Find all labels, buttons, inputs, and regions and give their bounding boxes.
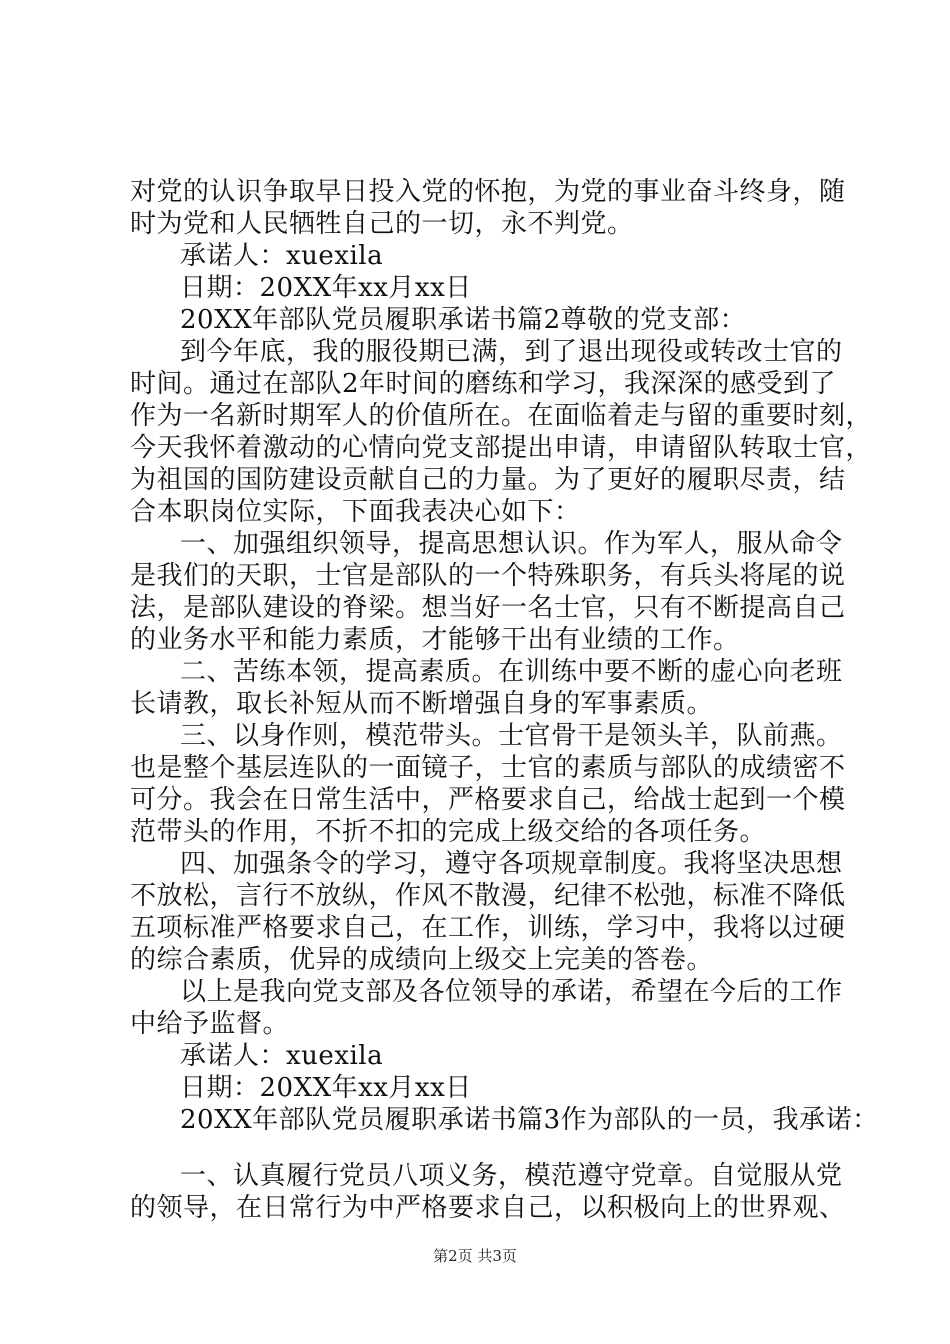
text-line: 也是整个基层连队的一面镜子，士官的素质与部队的成绩密不 <box>130 753 846 783</box>
text-line: 二、苦练本领，提高素质。在训练中要不断的虚心向老班 <box>180 657 843 687</box>
text-line: 中给予监督。 <box>130 1009 290 1039</box>
text-line: 范带头的作用，不折不扣的完成上级交给的各项任务。 <box>130 817 767 847</box>
text-line: 五项标准严格要求自己，在工作，训练，学习中，我将以过硬 <box>130 913 846 943</box>
text-line: 时间。通过在部队2年时间的磨练和学习，我深深的感受到了 <box>130 369 837 399</box>
date-line: 日期：20XX年xx月xx日 <box>180 1073 472 1103</box>
date-line: 日期：20XX年xx月xx日 <box>180 273 472 303</box>
text-line: 合本职岗位实际，下面我表决心如下： <box>130 497 581 527</box>
text-line: 时为党和人民牺牲自己的一切，永不判党。 <box>130 209 634 239</box>
text-line: 长请教，取长补短从而不断增强自身的军事素质。 <box>130 689 714 719</box>
text-line: 作为一名新时期军人的价值所在。在面临着走与留的重要时刻， <box>130 401 873 431</box>
text-line: 的业务水平和能力素质，才能够干出有业绩的工作。 <box>130 625 740 655</box>
text-line: 一、认真履行党员八项义务，模范遵守党章。自觉服从党 <box>180 1161 843 1191</box>
text-line: 不放松，言行不放纵，作风不散漫，纪律不松弛，标准不降低 <box>130 881 846 911</box>
text-line: 为祖国的国防建设贡献自己的力量。为了更好的履职尽责，结 <box>130 465 846 495</box>
text-line: 的领导，在日常行为中严格要求自己，以积极向上的世界观、 <box>130 1193 846 1223</box>
section-heading: 20XX年部队党员履职承诺书篇2尊敬的党支部： <box>180 305 747 335</box>
signatory-line: 承诺人：xuexila <box>180 241 384 271</box>
page-number-footer: 第2页 共3页 <box>433 1247 517 1265</box>
text-line: 是我们的天职，士官是部队的一个特殊职务，有兵头将尾的说 <box>130 561 846 591</box>
text-line: 今天我怀着激动的心情向党支部提出申请，申请留队转取士官， <box>130 433 873 463</box>
signatory-line: 承诺人：xuexila <box>180 1041 384 1071</box>
text-line: 三、以身作则，模范带头。士官骨干是领头羊，队前燕。 <box>180 721 843 751</box>
text-line: 四、加强条令的学习，遵守各项规章制度。我将坚决思想 <box>180 849 843 879</box>
text-line: 到今年底，我的服役期已满，到了退出现役或转改士官的 <box>180 337 843 367</box>
text-line: 以上是我向党支部及各位领导的承诺，希望在今后的工作 <box>180 977 843 1007</box>
section-heading: 20XX年部队党员履职承诺书篇3作为部队的一员，我承诺： <box>180 1105 879 1135</box>
text-line: 对党的认识争取早日投入党的怀抱，为党的事业奋斗终身，随 <box>130 177 846 207</box>
text-line: 的综合素质，优异的成绩向上级交上完美的答卷。 <box>130 945 714 975</box>
text-line: 法，是部队建设的脊梁。想当好一名士官，只有不断提高自己 <box>130 593 846 623</box>
text-line: 可分。我会在日常生活中，严格要求自己，给战士起到一个模 <box>130 785 846 815</box>
text-line: 一、加强组织领导，提高思想认识。作为军人，服从命令 <box>180 529 843 559</box>
